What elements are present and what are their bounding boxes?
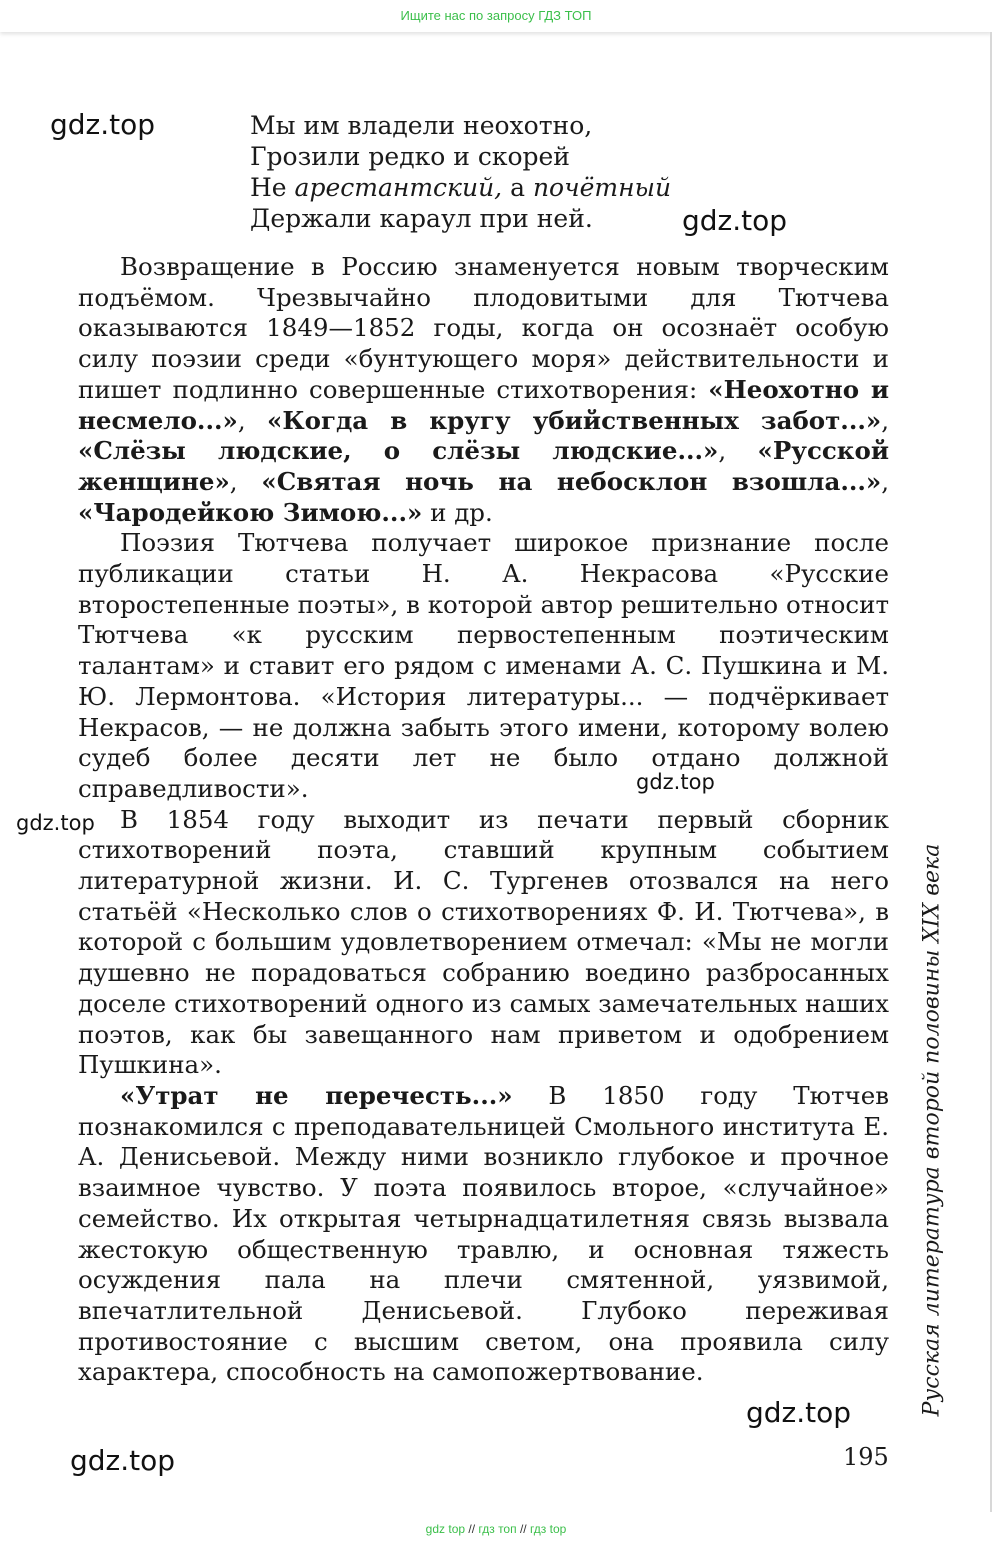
separator: , [881,405,890,435]
paragraph [78,1081,889,1388]
poem-stanza [250,110,671,234]
footer-link[interactable]: гдз top [529,1522,567,1536]
footer-separator: // [465,1522,479,1536]
search-hint-link[interactable]: Ищите нас по запросу ГДЗ ТОП [400,8,592,23]
watermark: gdz.top [50,108,156,141]
watermark: gdz.top [70,1444,176,1477]
poem-title: «Неохотно и несмело...» [78,374,889,435]
page-number: 195 [843,1443,889,1471]
paragraph-text: и др. [422,497,493,527]
poem-line [250,172,671,203]
poem-title: «Русской женщине» [78,436,889,496]
watermark: gdz.top [636,770,715,794]
separator: , [237,405,267,435]
poem-italic: арестантский, [294,173,503,202]
paragraph-text: Возвращение в Россию знаменуется новым творческим подъёмом. Чрезвычайно плодовитыми для Тютчева оказываются 1849—1852 годы, когда он осознаёт особую силу поэзии среди «бунтующего моря» действительности и пишет подлинно совершенные стихотворения: [78,252,889,404]
poem-title: «Святая ночь на небосклон взошла...» [261,466,882,496]
footer-link[interactable]: гдз топ [478,1522,517,1536]
separator: , [229,466,262,496]
poem-italic: почётный [532,173,672,202]
top-banner [0,0,992,32]
poem-line: Мы им владели неохотно, [250,111,593,140]
poem-title: «Утрат не перечесть...» [120,1080,513,1110]
separator: , [718,436,758,466]
poem-line: Грозили редко и скорей [250,142,570,171]
footer [0,1522,992,1536]
separator: , [881,466,890,496]
footer-link[interactable]: gdz top [425,1522,466,1536]
paragraph [78,252,889,528]
watermark: gdz.top [16,811,95,835]
watermark: gdz.top [746,1396,852,1429]
poem-title: «Чародейкою Зимою...» [78,497,423,527]
running-title-text: Русская литература второй половины XIX века [919,843,945,1417]
poem-title: «Когда в кругу убийственных забот...» [267,405,882,435]
poem-title: «Слёзы людские, о слёзы людские...» [78,436,719,466]
poem-text: а [502,173,533,202]
paragraph-text: В 1850 году Тютчев познакомился с преподавательницей Смольного института Е. А. Денисьевой. Между ними возникло глубокое и прочное взаимное чувство. У поэта появилось второе, «случайное» семейство. Их открытая четырнадцатилетняя связь вызвала жестокую общественную травлю, и основная тяжесть осуждения пала на плечи смятенной, уязвимой, впечатлительной Денисьевой. Глубоко переживая противостояние с высшим светом, она проявила силу характера, способность на самопожертвование. [78,1080,890,1387]
watermark: gdz.top [682,204,788,237]
poem-line: Держали караул при ней. [250,204,593,233]
footer-separator: // [516,1522,530,1536]
body-text [78,252,889,1388]
paragraph: Поэзия Тютчева получает широкое признание после публикации статьи Н. А. Некрасова «Русские второстепенные поэты», в которой автор решительно относит Тютчева «к русским первостепенным поэтическим талантам» и ставит его рядом с именами А. С. Пушкина и М. Ю. Лермонтова. «История литературы... — подчёркивает Некрасов, — не должна забыть этого имени, которому волею судеб более десяти лет не было отдано должной справедливости». [78,528,889,803]
poem-text: Не [250,173,295,202]
paragraph: В 1854 году выходит из печати первый сборник стихотворений поэта, ставший крупным событием литературной жизни. И. С. Тургенев отозвался на него статьёй «Несколько слов о стихотворениях Ф. И. Тютчева», в которой с большим удовлетворением отмечал: «Мы не могли душевно не порадоваться собранию воедино разбросанных доселе стихотворений одного из самых замечательных наших поэтов, как бы завещанного нам приветом и одобрением Пушкина». [78,804,889,1080]
